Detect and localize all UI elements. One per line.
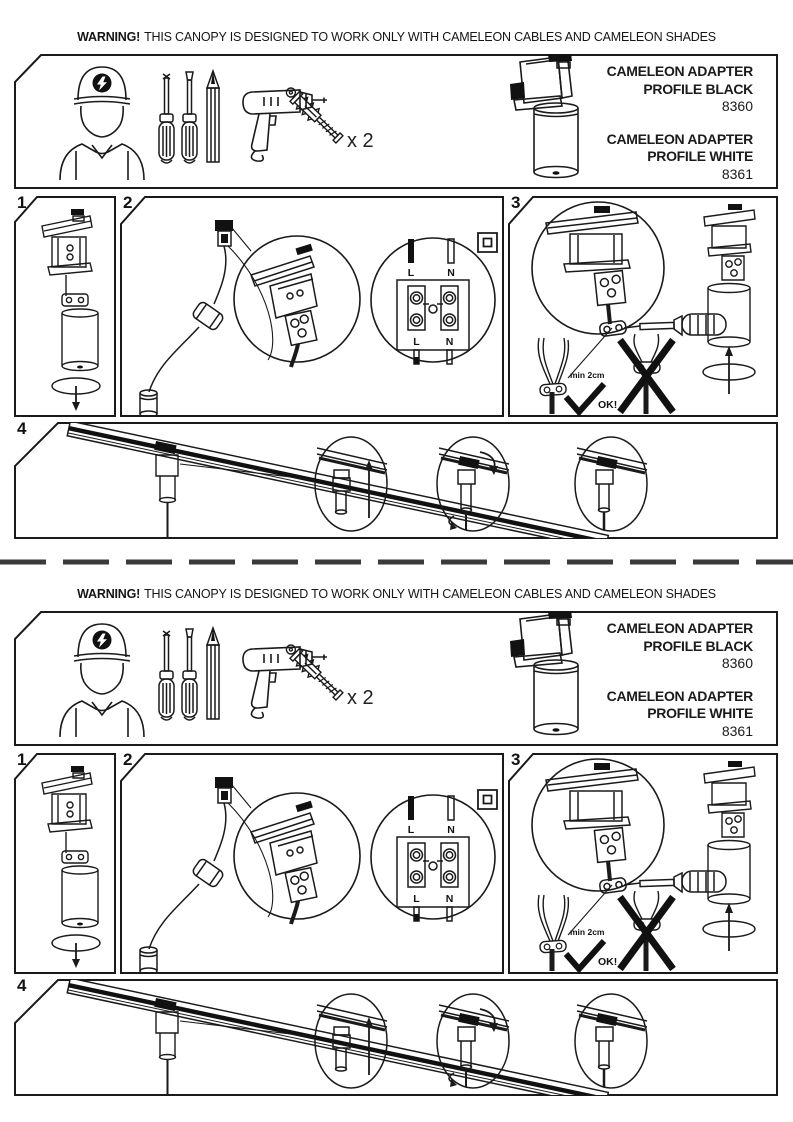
step-2-panel	[120, 193, 505, 417]
terminal-label-L-top: L	[407, 267, 415, 279]
terminal-label-N-top: N	[447, 267, 455, 279]
step-3-art	[508, 753, 779, 974]
product-name: CAMELEON ADAPTER	[606, 620, 753, 636]
step-number: 2	[123, 750, 133, 769]
step-1-art	[14, 196, 117, 417]
clamp-distance-note: min 2cm	[570, 927, 605, 937]
step-4-panel	[14, 419, 779, 539]
anchor-quantity-label: x 2	[347, 687, 374, 709]
terminal-label-N-bottom: N	[445, 336, 454, 348]
product-name: CAMELEON ADAPTER	[606, 130, 753, 147]
product-name: PROFILE WHITE	[647, 148, 753, 164]
terminal-label-N-top: N	[447, 824, 455, 836]
step-3-art	[508, 196, 779, 417]
step-2-panel	[120, 750, 505, 974]
terminal-label-N-bottom: N	[445, 893, 454, 905]
step-3-panel	[508, 750, 779, 974]
step-1-panel	[14, 193, 117, 417]
step-number: 3	[511, 193, 521, 212]
anchor-quantity-label: x 2	[347, 130, 374, 152]
warning-word: WARNING!	[77, 587, 141, 601]
warning-text: THIS CANOPY IS DESIGNED TO WORK ONLY WITH CAMELEON CABLES AND CAMELEON SHADES	[144, 587, 716, 601]
terminal-label-L-bottom: L	[413, 336, 420, 348]
step-4-art	[14, 979, 779, 1096]
product-name: PROFILE BLACK	[643, 80, 753, 97]
instruction-sheet	[0, 557, 793, 1102]
warning-line	[0, 587, 793, 601]
step-1-panel	[14, 750, 117, 974]
product-code: 8360	[721, 655, 753, 671]
step-number: 4	[17, 419, 27, 438]
tools-and-product-box	[14, 54, 779, 189]
step-number: 1	[17, 750, 27, 769]
step-3-panel	[508, 193, 779, 417]
terminal-label-L-top: L	[407, 824, 415, 836]
warning-word: WARNING!	[77, 30, 141, 44]
step-number: 2	[123, 193, 133, 212]
product-names	[607, 63, 753, 183]
product-name: CAMELEON ADAPTER	[606, 687, 753, 704]
step-4-art	[14, 422, 779, 539]
ok-label: OK!	[598, 956, 618, 968]
tools-and-product-box	[14, 611, 779, 746]
product-name: PROFILE BLACK	[643, 637, 753, 654]
terminal-label-L-bottom: L	[413, 893, 420, 905]
product-name: CAMELEON ADAPTER	[606, 63, 753, 79]
step-2-art	[120, 196, 505, 417]
step-number: 1	[17, 193, 27, 212]
warning-text: THIS CANOPY IS DESIGNED TO WORK ONLY WITH CAMELEON CABLES AND CAMELEON SHADES	[144, 30, 716, 44]
product-code: 8361	[721, 722, 753, 739]
warning-line	[0, 30, 793, 44]
product-name: PROFILE WHITE	[647, 705, 753, 721]
product-code: 8360	[721, 98, 753, 114]
step-2-art	[120, 753, 505, 974]
instruction-sheet	[0, 0, 793, 545]
product-code: 8361	[721, 165, 753, 182]
ok-label: OK!	[598, 399, 618, 411]
step-number: 4	[17, 976, 27, 995]
step-number: 3	[511, 750, 521, 769]
step-4-panel	[14, 976, 779, 1096]
clamp-distance-note: min 2cm	[570, 370, 605, 380]
product-names	[607, 620, 753, 740]
step-1-art	[14, 753, 117, 974]
